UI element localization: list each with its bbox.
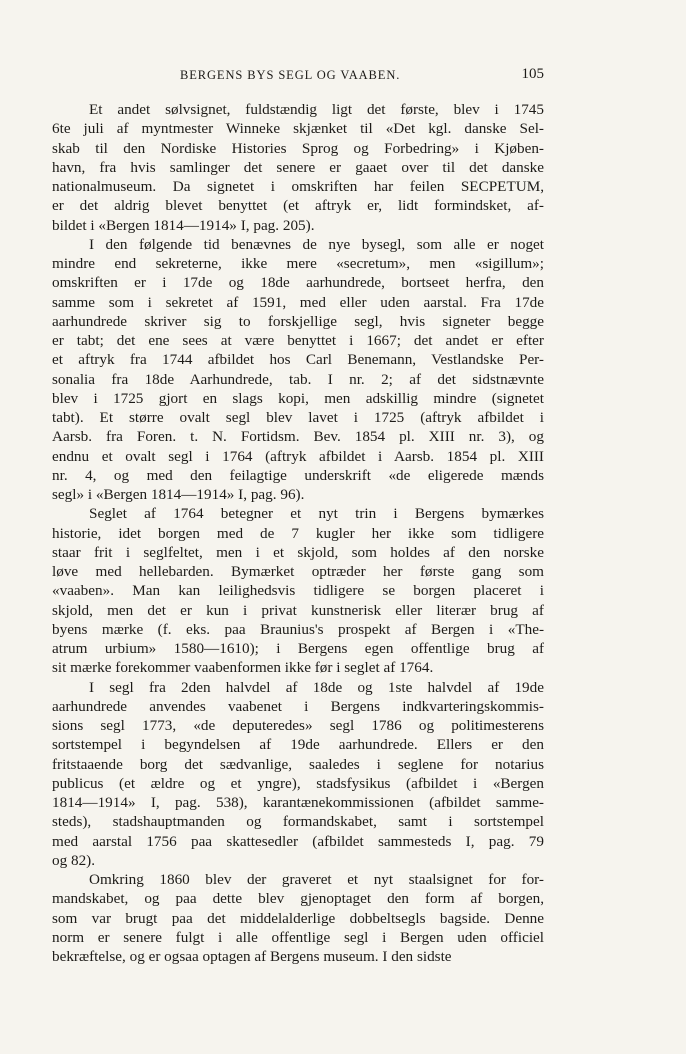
paragraph — [52, 678, 544, 871]
text-line: sit mærke forekommer vaabenformen ikke før i seglet af 1764. — [52, 659, 434, 677]
paragraph — [52, 100, 544, 235]
text-line: atrum urbium» 1580—1610); i Bergens egen offentlige brug af — [52, 640, 544, 657]
text-line: mandskabet, og paa dette blev gjenoptaget den form af borgen, — [52, 890, 544, 908]
text-line: et aftryk fra 1744 afbildet hos Carl Benemann, Vestlandske Per- — [52, 351, 544, 369]
text-line: blev i 1725 gjort en slags kopi, men adskillig mindre (signetet — [52, 389, 544, 407]
text-line: I segl fra 2den halvdel af 18de og 1ste halvdel af 19de — [89, 678, 544, 696]
text-line: historie, idet borgen med de 7 kugler her ikke som tidligere — [52, 524, 544, 542]
text-line: nationalmuseum. Da signetet i omskriften har feilen SECPETUM, — [52, 178, 544, 195]
text-line: I den følgende tid benævnes de nye bysegl, som alle er noget — [89, 235, 544, 253]
text-line: staar frit i seglfeltet, men i et skjold, som holdes af den norske — [52, 543, 544, 561]
text-line: havn, fra hvis samlinger det senere er gaaet over til det danske — [52, 158, 544, 176]
text-line: sions segl 1773, «de deputeredes» segl 1786 og politimesterens — [52, 717, 544, 734]
text-line: 6te juli af myntmester Winneke skjænket til «Det kgl. danske Sel- — [52, 120, 544, 138]
text-line: skjold, men det er kun i privat kunstnerisk eller literær brug af — [52, 601, 544, 619]
text-line: publicus (et ældre og et yngre), stadsfysikus (afbildet i «Bergen — [52, 774, 544, 792]
text-line: nr. 4, og med den feilagtige underskrift «de eligerede mænds — [52, 466, 544, 484]
text-line: sonalia fra 18de Aarhundrede, tab. I nr. 2; af det sidstnævnte — [52, 370, 544, 388]
text-line: sortstempel i begyndelsen af 19de aarhundrede. Ellers er den — [52, 736, 544, 754]
text-line: byens mærke (f. eks. paa Braunius's prospekt af Bergen i «The- — [52, 620, 544, 638]
text-line: og 82). — [52, 851, 96, 869]
page-header — [52, 68, 544, 88]
text-line: segl» i «Bergen 1814—1914» I, pag. 96). — [52, 486, 305, 503]
text-line: mindre end sekreterne, ikke mere «secretum», men «sigillum»; — [52, 255, 544, 272]
text-line: samme som i sekretet af 1591, med eller uden aarstal. Fra 17de — [52, 293, 544, 311]
text-line: omskriften er i 17de og 18de aarhundrede, bortseet herfra, den — [52, 274, 544, 292]
text-line: aarhundrede anvendes vaabenet i Bergens indkvarteringskommis- — [52, 697, 544, 715]
text-line: skab til den Nordiske Histories Sprog og Forbedring» i Kjøben- — [52, 139, 544, 157]
text-line: Aarsb. fra Foren. t. N. Fortidsm. Bev. 1854 pl. XIII nr. 3), og — [52, 428, 544, 446]
body-text — [52, 100, 544, 966]
text-line: med aarstal 1756 paa skattesedler (afbildet sammesteds I, pag. 79 — [52, 832, 544, 850]
text-line: som var brugt paa det middelalderlige dobbeltsegls bagside. Denne — [52, 909, 544, 927]
paragraph — [52, 235, 544, 505]
text-line: bildet i «Bergen 1814—1914» I, pag. 205). — [52, 216, 315, 234]
text-line: aarhundrede skriver sig to forskjellige segl, hvis signeter begge — [52, 312, 544, 330]
text-line: tabt). Et større ovalt segl blev lavet i 1725 (aftryk afbildet i — [52, 409, 544, 426]
text-line: norm er senere fulgt i alle offentlige segl i Bergen uden officiel — [52, 928, 544, 946]
text-line: «vaaben». Man kan leilighedsvis tidligere se borgen placeret i — [52, 582, 544, 600]
text-line: er det aldrig blevet benyttet (et aftryk er, lidt formindsket, af- — [52, 197, 544, 215]
text-line: Et andet sølvsignet, fuldstændig ligt det første, blev i 1745 — [89, 101, 544, 118]
text-line: fritstaaende borg det sædvanlige, saaledes i seglene for notarius — [52, 755, 544, 773]
text-line: endnu et ovalt segl i 1764 (aftryk afbildet i Aarsb. 1854 pl. XIII — [52, 447, 544, 465]
running-title: BERGENS BYS SEGL OG VAABEN. — [180, 68, 401, 82]
text-line: Seglet af 1764 betegner et nyt trin i Bergens bymærkes — [89, 505, 544, 523]
text-line: løve med hellebarden. Bymærket optræder her første gang som — [52, 563, 544, 580]
text-line: steds), stadshauptmanden og formandskabet, samt i sortstempel — [52, 813, 544, 831]
paragraph — [52, 504, 544, 677]
page-number: 105 — [521, 66, 544, 82]
paragraph — [52, 870, 544, 966]
text-line: 1814—1914» I, pag. 538), karantænekommissionen (afbildet samme- — [52, 794, 544, 811]
text-line: bekræftelse, og er ogsaa optagen af Bergens museum. I den sidste — [52, 948, 452, 965]
text-line: er tabt; det ene sees at være benyttet i 1667; det andet er efter — [52, 332, 544, 349]
text-line: Omkring 1860 blev der graveret et nyt staalsignet for for- — [89, 871, 544, 888]
